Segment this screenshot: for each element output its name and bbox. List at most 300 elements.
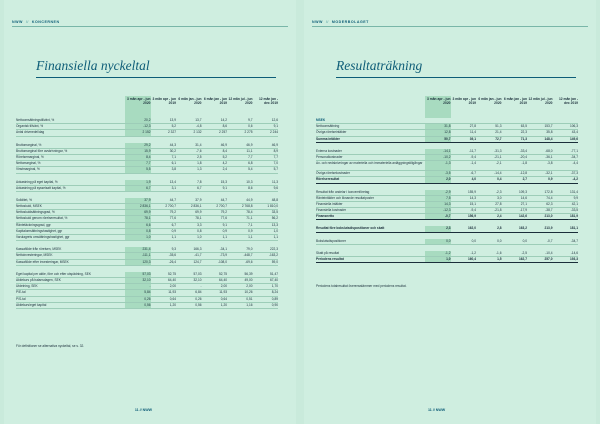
cell-value: 213,0 <box>544 214 553 219</box>
cell-value: -1,2 <box>470 250 476 255</box>
cell-value: -3,5 <box>425 171 451 176</box>
cell-value: 4,2 <box>222 161 227 166</box>
page-number: 11 // NWW <box>134 408 152 412</box>
cell-value: 0,56 <box>125 303 151 308</box>
cell-value: 56,2 <box>271 216 278 221</box>
cell-value: -4,8 <box>196 124 202 129</box>
cell-value: 7,0 <box>273 161 278 166</box>
left-page <box>4 0 296 424</box>
row-label: Periodens resultat <box>316 257 344 261</box>
cell-value: 2 257 <box>219 130 227 135</box>
cell-value: 1,0 <box>125 235 151 240</box>
cell-value: 0,26 <box>125 297 151 302</box>
cell-value: -0,7 <box>425 214 451 219</box>
cell-value: 2,7 <box>522 177 527 182</box>
cell-value: 39,1 <box>469 136 476 141</box>
row-label: Av- och nedskrivningar av materiella och immateriella anläggningstillgångar <box>316 161 423 166</box>
cell-value: 0,4 <box>497 177 502 182</box>
cell-value: 32,10 <box>193 277 202 282</box>
cell-value: 7,5 <box>425 196 451 201</box>
cell-value: 52,75 <box>168 271 176 276</box>
cell-value: 2 275 <box>244 130 253 135</box>
cell-value: 13,7 <box>195 118 202 122</box>
cell-value: 37,9 <box>195 197 202 202</box>
cell-value: 22,3 <box>520 130 527 135</box>
cell-value: 46,9 <box>246 142 253 147</box>
cell-value: 2,00 <box>169 284 176 289</box>
cell-value: 11,4 <box>470 130 476 135</box>
cell-value: - <box>200 284 202 289</box>
row-label: Nettoskuld genom rörelseresultat, % <box>16 216 68 221</box>
column-header: 3 mån apr - jun 2020 <box>425 96 451 118</box>
cell-value: 62,3 <box>546 201 553 206</box>
cell-value: 181,9 <box>570 214 578 219</box>
row-label: Organisk tillväxt, % <box>16 124 44 129</box>
cell-value: 124,7 <box>193 259 202 264</box>
cell-value: 72,7 <box>495 136 502 141</box>
cell-value: -38,7 <box>545 208 553 213</box>
cell-value: 9,6 <box>273 185 278 190</box>
cell-value: 49,00 <box>244 277 253 282</box>
cell-value: -14,6 <box>570 250 578 255</box>
row-label: Nettomarginal, % <box>16 161 41 166</box>
cell-value: 11,1 <box>246 148 253 153</box>
cell-value: 3,3 <box>197 222 202 227</box>
cell-value: 44,9 <box>246 197 253 202</box>
cell-value: 78,1 <box>125 216 151 221</box>
row-label: Skatt på resultat <box>316 250 340 255</box>
cell-value: -21,1 <box>494 154 502 159</box>
row-label: Eget kapital per aktie, före och efter utspädning, SEK <box>16 271 91 276</box>
cell-value: 193,3 <box>570 257 578 261</box>
cell-value: 2,00 <box>246 284 253 289</box>
cell-value: 27,1 <box>520 201 527 206</box>
cell-value: -77,1 <box>570 148 578 153</box>
cell-value: -2,1 <box>496 161 502 166</box>
cell-value: 44,7 <box>169 197 176 202</box>
row-label: Ränteintäkter och liknande resultatposter <box>316 195 374 200</box>
column-header: 3 mån apr - jun 2019 <box>152 97 176 105</box>
cell-value: -26,4 <box>168 259 176 264</box>
cell-value: 1,1 <box>273 235 278 239</box>
cell-value: -31,3 <box>494 148 502 153</box>
table-row <box>316 257 578 263</box>
cell-value: -4,4 <box>572 161 578 166</box>
cell-value: 6,7 <box>171 222 176 227</box>
column-header: 12 mån jul - jun 2020 <box>228 97 253 105</box>
cell-value: -34,7 <box>570 154 578 159</box>
cell-value: 64,40 <box>219 277 227 282</box>
cell-value: -34,7 <box>570 238 578 243</box>
cell-value: -2,3 <box>496 189 502 194</box>
cell-value: 10,3 <box>246 179 253 184</box>
cell-value: 33,5 <box>271 210 278 215</box>
row-label: Finansiella intäkter <box>316 201 343 206</box>
cell-value: 4,0 <box>471 177 476 182</box>
cell-value: 2 327 <box>168 130 176 135</box>
cell-value: 2,8 <box>497 226 502 231</box>
cell-value: 71,1 <box>246 216 253 221</box>
cell-value: 5,2 <box>222 154 227 159</box>
cell-value: -111,1 <box>125 253 151 258</box>
cell-value: 0,56 <box>195 302 202 307</box>
cell-value: -41,7 <box>194 253 202 258</box>
cell-value: -20,4 <box>519 154 527 159</box>
row-label: Utdelning, SEK <box>16 284 38 289</box>
cell-value: 7,7 <box>248 154 253 159</box>
cell-value: 166,3 <box>193 247 202 252</box>
cell-value: 14,3 <box>469 195 476 200</box>
cell-value: 0,9 <box>248 228 253 233</box>
cell-value: 155,9 <box>468 189 476 194</box>
cell-value: 3,1 <box>171 185 176 190</box>
row-label: Resultat före bokslutsdispositioner och skatt <box>316 226 385 231</box>
cell-value: 11,93 <box>168 290 176 295</box>
cell-value: 79,0 <box>246 247 253 252</box>
cell-value: -9,4 <box>470 208 476 213</box>
cell-value: 6,7 <box>125 186 151 191</box>
cell-value: -1,4 <box>470 161 476 166</box>
row-label: Nettoskuldsättningsgrad, % <box>16 210 55 215</box>
cell-value: -33,5 <box>570 208 578 213</box>
column-header: 12 mån jan - dec 2019 <box>558 97 578 105</box>
cell-value: 0,9 <box>548 177 553 182</box>
cell-value: 69,9 <box>125 210 151 215</box>
cell-value: 14,3 <box>425 202 451 207</box>
cell-value: 0,51 <box>246 296 253 301</box>
cell-value: 64,40 <box>168 277 176 282</box>
cell-value: 78,1 <box>195 216 202 221</box>
cell-value: -108,0 <box>217 259 227 264</box>
income-statement-table <box>316 96 578 263</box>
cell-value: 79,2 <box>220 210 227 215</box>
cell-value: 1,1 <box>222 235 227 239</box>
cell-value: 12,8 <box>425 130 451 135</box>
cell-value: 2,00 <box>220 284 227 289</box>
cell-value: 1,0 <box>425 257 451 262</box>
cell-value: -10,2 <box>425 155 451 160</box>
cell-value: 1,20 <box>220 302 227 307</box>
cell-value: 181,1 <box>570 226 578 231</box>
cell-value: 52,75 <box>219 271 227 276</box>
cell-value: 2 836,1 <box>190 204 202 209</box>
cell-value: 131,4 <box>570 189 578 194</box>
row-label: Finansiella kostnader <box>316 208 347 213</box>
cell-value: 3,8 <box>171 167 176 172</box>
cell-value: 9,1 <box>222 222 227 227</box>
cell-value: -163,2 <box>268 253 278 258</box>
row-label: Rörelseresultat <box>316 177 340 182</box>
row-label: Övriga rörelseintäkter <box>316 130 347 135</box>
row-label: Personalkostnader <box>316 154 343 159</box>
cell-value: 11,93 <box>219 290 227 295</box>
cell-value: 77,6 <box>169 216 176 221</box>
row-label: Nettoomsättning <box>316 124 340 129</box>
cell-value: 67,40 <box>270 277 278 282</box>
cell-value: -1,2 <box>425 251 451 256</box>
row-label: Rörelsemarginal, % <box>16 154 44 159</box>
cell-value: 31,8 <box>425 124 451 129</box>
cell-value: -35,6 <box>168 253 176 258</box>
row-label: P/S-tal <box>16 296 26 301</box>
cell-value: 0,6 <box>248 124 253 129</box>
cell-value: 51,3 <box>495 124 502 129</box>
row-label: Bokslutsdispositioner <box>316 238 346 243</box>
cell-value: 0,0 <box>471 238 476 243</box>
section-label: MODERBOLAGET <box>331 20 369 24</box>
column-header: 12 mån jul - jun 2020 <box>528 97 553 105</box>
cell-value: 1,1 <box>171 235 176 239</box>
cell-value: -0,7 <box>547 238 553 243</box>
cell-value: 9,1 <box>222 185 227 190</box>
cell-value: 31,4 <box>195 142 202 147</box>
cell-value: 2,4 <box>222 167 227 172</box>
cell-value: 0,9 <box>222 228 227 233</box>
cell-value: 0,8 <box>125 229 151 234</box>
cell-value: -12,8 <box>519 171 527 176</box>
column-header: 6 mån jan - jun 2019 <box>203 97 227 105</box>
cell-value: 5,5 <box>125 167 151 172</box>
cell-value: 5,7 <box>273 167 278 172</box>
cell-value: -21,8 <box>494 208 502 213</box>
cell-value: 6,84 <box>195 290 202 295</box>
cell-value: 1,70 <box>271 284 278 289</box>
cell-value: 56,39 <box>244 271 253 276</box>
cell-value: -32,1 <box>545 171 553 176</box>
brand-label: NWW <box>12 20 23 24</box>
cell-value: 0,64 <box>220 296 227 301</box>
cell-value: -6,7 <box>470 171 476 176</box>
row-label: Resultat från andelar i koncernföretag <box>316 189 370 194</box>
cell-value: 14,2 <box>220 118 227 122</box>
cell-value: 2 244 <box>270 130 278 135</box>
column-header: 6 mån jan - jun 2020 <box>478 97 502 105</box>
cell-value: -37,3 <box>570 171 578 176</box>
cell-value: 35,8 <box>546 130 553 135</box>
row-label: Kassaflöde efter investeringar, MSEK <box>16 259 69 264</box>
cell-value: 213,9 <box>544 226 553 231</box>
row-label: Vinstmarginal, % <box>16 167 40 172</box>
cell-value: 8,6 <box>222 124 227 129</box>
cell-value: -68,0 <box>545 148 553 153</box>
cell-value: 14,6 <box>520 195 527 200</box>
cell-value: 78,4 <box>246 210 253 215</box>
column-header: 3 mån apr - jun 2019 <box>452 97 476 105</box>
cell-value: 2 132 <box>193 130 202 135</box>
cell-value: -17,9 <box>519 208 527 213</box>
cell-value: -7,6 <box>196 148 202 153</box>
cell-value: 1,1 <box>248 235 253 239</box>
row-label: Avkastning på sysselsatt kapital, % <box>16 185 66 190</box>
right-page-header: NWW // MODERBOLAGET <box>312 20 369 24</box>
row-label: Kapitalomsättningshastighet, ggr <box>16 228 63 233</box>
cell-value: 162,0 <box>468 226 476 231</box>
cell-value: 2 700,7 <box>216 204 227 209</box>
cell-value: -33,4 <box>519 148 527 153</box>
cell-value: 7,1 <box>248 222 253 227</box>
cell-value: -11,7 <box>468 148 476 153</box>
cell-value: 44,7 <box>220 197 227 202</box>
cell-value: -9,4 <box>470 154 476 159</box>
cell-value: 7,1 <box>171 154 176 159</box>
cell-value: 163,2 <box>519 226 527 231</box>
cell-value: 120,3 <box>125 260 151 265</box>
row-label: Nettoskuld, MSEK <box>16 204 42 209</box>
right-page <box>304 0 596 424</box>
cell-value: 77,6 <box>220 216 227 221</box>
table-row <box>16 303 278 309</box>
cell-value: 71,3 <box>520 136 527 141</box>
cell-value: -12,3 <box>425 208 451 213</box>
cell-value: 43,4 <box>571 130 578 135</box>
row-label: P/E-tal <box>16 290 26 295</box>
cell-value: -1,6 <box>496 250 502 255</box>
cell-value: 9,1 <box>273 124 278 129</box>
cell-value: 0,9 <box>171 228 176 233</box>
cell-value: 172,8 <box>544 189 553 194</box>
cell-value: 13,4 <box>169 179 176 184</box>
table-header <box>316 96 578 118</box>
cell-value: 10,26 <box>244 290 253 295</box>
cell-value: 7,7 <box>273 154 278 159</box>
cell-value: - <box>125 284 151 289</box>
cell-value: -1,3 <box>425 161 451 170</box>
cell-value: 0,8 <box>197 228 202 233</box>
cell-value: 0,26 <box>195 296 202 301</box>
cell-value: 6,6 <box>125 223 151 228</box>
cell-value: 15,1 <box>469 201 476 206</box>
cell-value: 148,4 <box>544 136 553 141</box>
cell-value: 2 152 <box>125 130 151 135</box>
cell-value: 50,7 <box>425 137 451 142</box>
cell-value: 0,90 <box>271 302 278 307</box>
cell-value: 74,4 <box>546 195 553 200</box>
cell-value: -1,8 <box>521 161 527 166</box>
cell-value: 0,89 <box>271 296 278 301</box>
cell-value: 29,2 <box>125 143 151 148</box>
section-label: KONCERNEN <box>31 20 60 24</box>
cell-value: 2,4 <box>497 214 502 219</box>
cell-value: 7,7 <box>125 161 151 166</box>
cell-value: 59,0 <box>271 259 278 264</box>
cell-value: 149,6 <box>570 136 578 141</box>
cell-value: -14,1 <box>425 149 451 154</box>
cell-value: 44,3 <box>169 142 176 147</box>
cell-value: 3,0 <box>497 195 502 200</box>
cell-value: 106,3 <box>570 124 578 129</box>
cell-value: 6,1 <box>171 161 176 166</box>
row-label: Summa intäkter <box>316 136 340 141</box>
cell-value: 231,4 <box>125 247 151 252</box>
cell-value: -73,9 <box>219 253 227 258</box>
cell-value: 69,9 <box>195 210 202 215</box>
cell-value: 9,3 <box>171 247 176 252</box>
cell-value: 0,0 <box>522 238 527 243</box>
cell-value: 57,03 <box>125 272 151 277</box>
cell-value: 162,7 <box>519 257 527 261</box>
row-label: Aktiekurs/eget kapital <box>16 302 47 307</box>
row-label: Soliditet, % <box>16 197 32 202</box>
cell-value: 109,3 <box>519 189 527 194</box>
cell-value: 5,2 <box>171 124 176 129</box>
row-label: Avkastning på eget kapital, % <box>16 179 58 184</box>
cell-value: 11,3 <box>272 179 278 184</box>
cell-value: 1 810,0 <box>267 204 278 209</box>
cell-value: 42,1 <box>571 201 578 206</box>
cell-value: 37,9 <box>125 198 151 203</box>
cell-value: -36,1 <box>545 154 553 159</box>
column-header: 6 mån jan - jun 2019 <box>503 97 527 105</box>
cell-value: 15,3 <box>220 179 227 184</box>
cell-value: 222,3 <box>270 247 278 252</box>
cell-value: 5,84 <box>125 290 151 295</box>
row-label: Nettoomsättningstillväxt, % <box>16 118 55 122</box>
cell-value: 63,5 <box>520 124 527 129</box>
cell-value: 46,9 <box>220 142 227 147</box>
cell-value: 7,8 <box>197 179 202 184</box>
column-header: 12 mån jan - dec 2019 <box>258 97 278 105</box>
cell-value: 1,9 <box>125 180 151 185</box>
cell-value: 160,4 <box>468 257 476 261</box>
cell-value: -10,4 <box>545 250 553 255</box>
cell-value: 1,20 <box>169 302 176 307</box>
title-rule <box>36 77 276 78</box>
page-title: Finansiella nyckeltal <box>36 58 150 73</box>
cell-value: 30,2 <box>169 148 176 153</box>
title-rule <box>336 77 576 78</box>
brand-label: NWW <box>312 20 323 24</box>
unit-label: MSEK <box>316 118 326 122</box>
row-label: Kassaflöde från rörelsen, MSEK <box>16 247 62 252</box>
cell-value: -69,6 <box>245 259 253 264</box>
cell-value: 48,8 <box>271 197 278 202</box>
footnote: För definitioner se alternativa nyckeltal, se s. 32. <box>16 344 85 348</box>
cell-value: 2 768,8 <box>241 204 253 209</box>
header-rule <box>312 26 588 27</box>
cell-value: 8,4 <box>222 148 227 153</box>
cell-value: 6,7 <box>197 185 202 190</box>
row-label: Externa kostnader <box>316 148 342 153</box>
cell-value: 2,0 <box>425 177 451 182</box>
row-label: Antal drivmedel/dag <box>16 130 45 135</box>
cell-value: 0,0 <box>497 238 502 243</box>
row-label: Bruttomarginal före avskrivningar, % <box>16 148 68 153</box>
column-header: 3 mån apr - jun 2020 <box>125 96 151 118</box>
cell-value: 1,8 <box>197 161 202 166</box>
header-rule <box>12 26 288 27</box>
cell-value: -2,5 <box>521 250 527 255</box>
cell-value: 142,6 <box>519 214 527 219</box>
cell-value: 51,47 <box>270 271 278 276</box>
cell-value: 21,4 <box>495 130 502 135</box>
cell-value: 0,0 <box>425 239 451 244</box>
cell-value: 1,16 <box>246 302 253 307</box>
key-figures-table <box>16 96 278 309</box>
cell-value: 5,4 <box>248 167 253 172</box>
cell-value: 153,7 <box>544 124 553 129</box>
cell-value: 8,24 <box>271 290 278 295</box>
page-title: Resultaträkning <box>336 58 423 73</box>
cell-value: 2,3 <box>425 226 451 231</box>
cell-value: 156,9 <box>468 214 476 219</box>
cell-value: -2,9 <box>425 190 451 195</box>
footnote: Periodens totalresultat överensstämmer med periodens resultat. <box>316 284 407 288</box>
cell-value: 2 700,7 <box>165 204 176 209</box>
cell-value: 15,9 <box>125 149 151 154</box>
cell-value: 79,2 <box>169 210 176 215</box>
table-header <box>16 96 278 118</box>
cell-value: 46,9 <box>271 142 278 147</box>
